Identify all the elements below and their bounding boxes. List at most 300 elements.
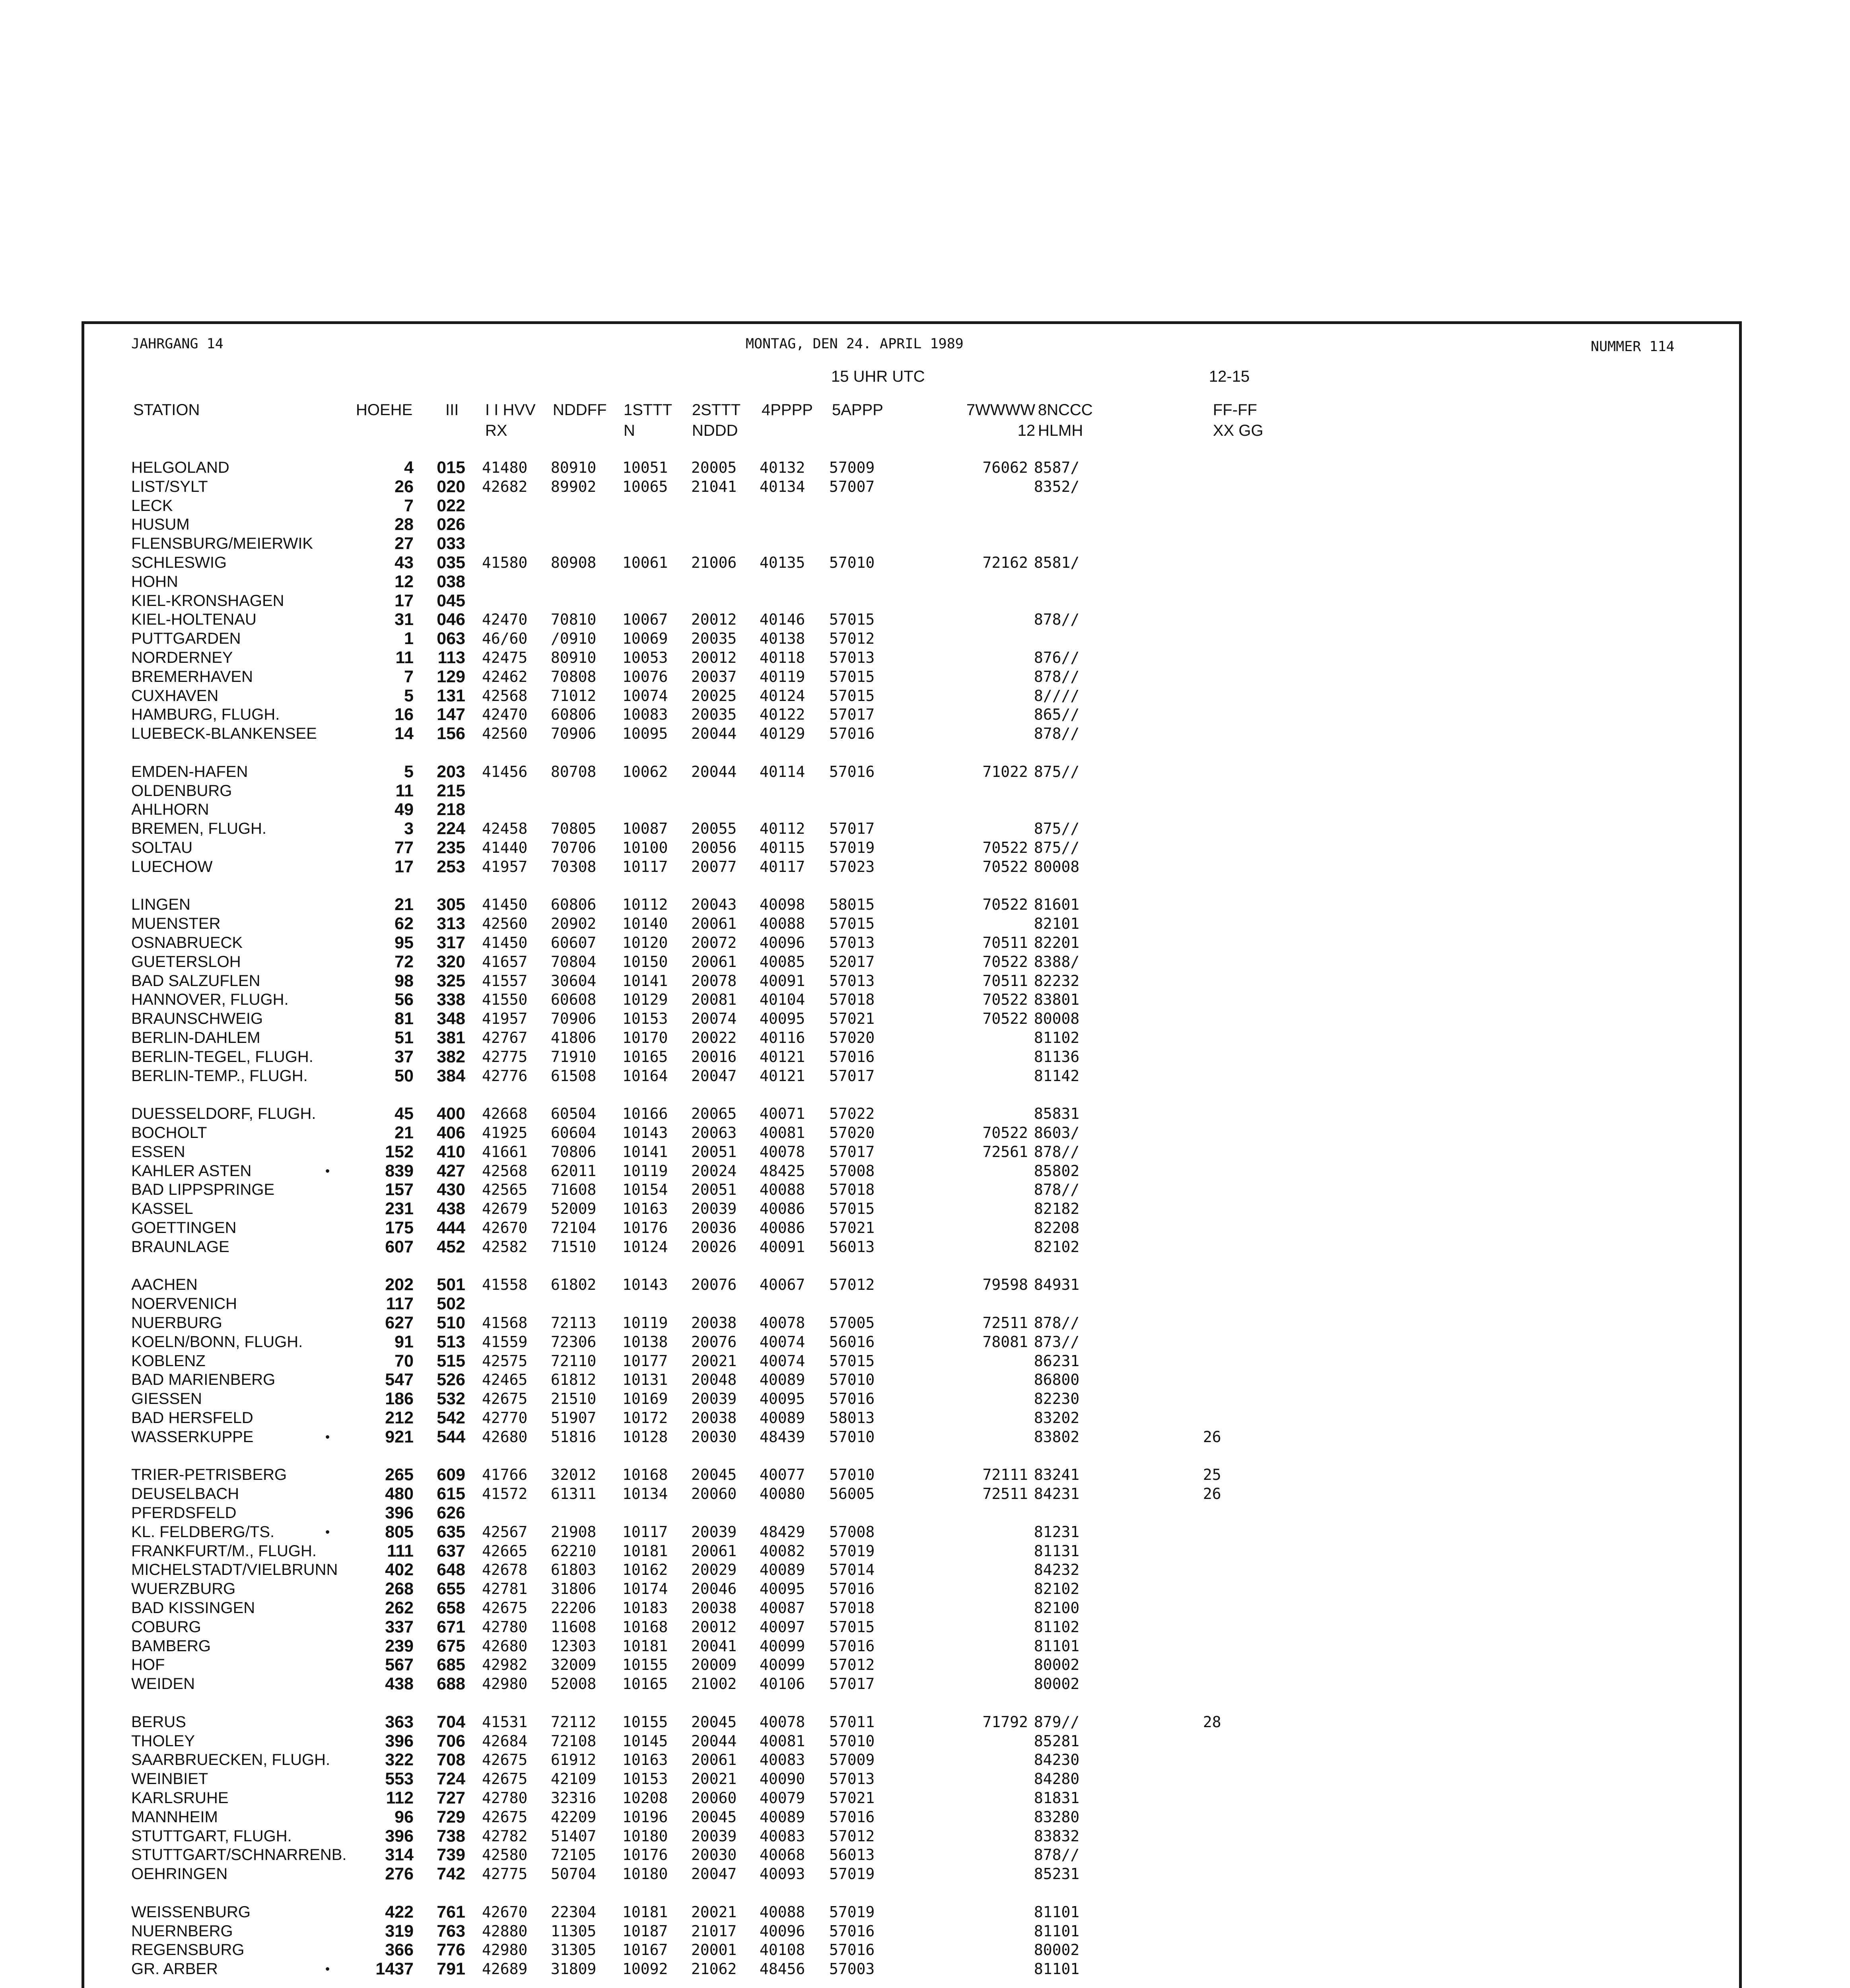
synop-group-g5: 40099 <box>760 1637 805 1655</box>
synop-group-g2: 51407 <box>551 1827 597 1845</box>
station-height: 5 <box>404 762 414 781</box>
synop-group-g3: 10065 <box>622 478 668 495</box>
synop-group-g6: 57020 <box>829 1029 875 1046</box>
station-height: 1437 <box>375 1959 414 1979</box>
station-name: LINGEN <box>131 896 190 914</box>
station-height: 62 <box>394 914 414 934</box>
synop-group-g5: 40067 <box>760 1276 805 1294</box>
synop-group-g4: 20001 <box>691 1941 737 1959</box>
synop-group-g4: 20044 <box>691 725 737 743</box>
synop-group-g8: 8581/ <box>1034 554 1080 571</box>
synop-group-g1: 42775 <box>482 1048 528 1066</box>
station-height: 51 <box>394 1028 414 1047</box>
synop-group-g4: 20061 <box>691 915 737 933</box>
synop-group-g6: 57018 <box>829 1599 875 1617</box>
synop-group-g8: 80002 <box>1034 1941 1080 1959</box>
station-index: 542 <box>437 1408 465 1427</box>
station-index: 015 <box>437 458 465 477</box>
synop-group-g7: 72111 <box>982 1466 1028 1484</box>
synop-group-g5: 40091 <box>760 972 805 990</box>
synop-group-g8: 8352/ <box>1034 478 1080 495</box>
station-height: 7 <box>404 667 414 686</box>
station-name: MICHELSTADT/VIELBRUNN <box>131 1561 338 1579</box>
synop-group-g5: 40068 <box>760 1846 805 1864</box>
synop-group-g1: 42782 <box>482 1827 528 1845</box>
synop-group-g5: 40089 <box>760 1371 805 1389</box>
synop-group-g3: 10165 <box>622 1048 668 1066</box>
station-height: 7 <box>404 496 414 515</box>
synop-group-g5: 40089 <box>760 1561 805 1579</box>
synop-group-g6: 57015 <box>829 611 875 629</box>
synop-group-g3: 10143 <box>622 1276 668 1294</box>
synop-group-g2: 72105 <box>551 1846 597 1864</box>
synop-group-g7: 70522 <box>982 1010 1028 1028</box>
synop-group-g5: 40078 <box>760 1143 805 1161</box>
synop-group-g2: 21510 <box>551 1390 597 1408</box>
synop-group-g8: 86800 <box>1034 1371 1080 1389</box>
station-index: 615 <box>437 1484 465 1504</box>
synop-group-g4: 21062 <box>691 1960 737 1978</box>
synop-group-g8: 83202 <box>1034 1409 1080 1427</box>
synop-group-g5: 40106 <box>760 1675 805 1693</box>
station-index: 156 <box>437 724 465 744</box>
synop-group-g3: 10076 <box>622 668 668 685</box>
synop-group-g2: 42209 <box>551 1808 597 1826</box>
synop-group-g4: 20009 <box>691 1656 737 1674</box>
synop-group-g1: 46/60 <box>482 630 528 648</box>
synop-group-g5: 40078 <box>760 1314 805 1332</box>
station-index: 729 <box>437 1807 465 1827</box>
station-height: 112 <box>386 1788 414 1807</box>
synop-group-g4: 20037 <box>691 668 737 685</box>
synop-group-g4: 20035 <box>691 706 737 724</box>
station-index: 671 <box>437 1617 465 1637</box>
synop-group-g4: 20039 <box>691 1390 737 1408</box>
synop-group-g8: 81142 <box>1034 1067 1080 1085</box>
synop-group-g5: 48429 <box>760 1523 805 1541</box>
station-index: 761 <box>437 1902 465 1922</box>
synop-group-g3: 10117 <box>622 858 668 876</box>
synop-group-g7: 71792 <box>982 1713 1028 1731</box>
synop-group-g6: 57010 <box>829 1466 875 1484</box>
synop-group-g6: 57016 <box>829 1941 875 1959</box>
synop-group-g5: 40089 <box>760 1808 805 1826</box>
station-name: NOERVENICH <box>131 1295 237 1313</box>
synop-group-g6: 57015 <box>829 1618 875 1636</box>
synop-group-g8: 81601 <box>1034 896 1080 914</box>
station-height: 337 <box>385 1617 414 1637</box>
mountain-station-marker: • <box>325 1524 330 1539</box>
station-name: KOBLENZ <box>131 1352 206 1370</box>
synop-group-g6: 57018 <box>829 1181 875 1199</box>
synop-group-g6: 56013 <box>829 1238 875 1256</box>
synop-group-g6: 57016 <box>829 763 875 780</box>
station-name: HANNOVER, FLUGH. <box>131 991 289 1009</box>
synop-group-g4: 20022 <box>691 1029 737 1046</box>
synop-group-g5: 40088 <box>760 1181 805 1199</box>
mountain-station-marker: • <box>325 1163 330 1178</box>
station-height: 186 <box>385 1389 414 1409</box>
synop-group-g2: 31305 <box>551 1941 597 1959</box>
synop-group-g1: 42567 <box>482 1523 528 1541</box>
synop-group-g4: 20061 <box>691 953 737 971</box>
col-8nccc-sub: HLMH <box>1038 422 1083 439</box>
synop-group-g3: 10176 <box>622 1219 668 1237</box>
station-name: KAHLER ASTEN <box>131 1162 252 1180</box>
synop-group-g4: 20012 <box>691 1618 737 1636</box>
synop-group-g1: 41450 <box>482 896 528 914</box>
station-name: BAD MARIENBERG <box>131 1371 276 1389</box>
synop-group-g5: 48456 <box>760 1960 805 1978</box>
synop-group-g4: 20016 <box>691 1048 737 1066</box>
station-index: 253 <box>437 857 465 876</box>
synop-group-g3: 10087 <box>622 820 668 838</box>
synop-group-g1: 42675 <box>482 1751 528 1769</box>
synop-group-g7: 70511 <box>982 934 1028 951</box>
synop-group-g4: 20060 <box>691 1485 737 1503</box>
synop-group-g1: 42780 <box>482 1789 528 1807</box>
synop-group-g1: 42980 <box>482 1675 528 1693</box>
synop-group-g1: 42770 <box>482 1409 528 1427</box>
volume-label: JAHRGANG 14 <box>131 336 223 352</box>
station-height: 3 <box>404 819 414 839</box>
station-height: 11 <box>395 781 414 800</box>
station-name: ESSEN <box>131 1143 185 1161</box>
station-index: 313 <box>437 914 465 934</box>
station-name: KARLSRUHE <box>131 1789 229 1807</box>
synop-group-g4: 20074 <box>691 1010 737 1028</box>
synop-group-g5: 40112 <box>760 820 805 838</box>
synop-group-g6: 57016 <box>829 1048 875 1066</box>
synop-group-g1: 42470 <box>482 611 528 629</box>
synop-group-g6: 57016 <box>829 725 875 743</box>
station-index: 020 <box>437 477 465 496</box>
synop-group-g8: 83241 <box>1034 1466 1080 1484</box>
synop-group-g2: 21908 <box>551 1523 597 1541</box>
station-name: CUXHAVEN <box>131 687 219 705</box>
station-index: 035 <box>437 553 465 572</box>
synop-group-g7: 71022 <box>982 763 1028 780</box>
station-index: 382 <box>437 1047 465 1066</box>
synop-group-g4: 20047 <box>691 1067 737 1085</box>
station-index: 218 <box>437 800 465 819</box>
synop-group-g2: 11608 <box>551 1618 597 1636</box>
station-name: OSNABRUECK <box>131 934 243 951</box>
synop-group-g8: 80008 <box>1034 858 1080 876</box>
station-height: 553 <box>385 1769 414 1789</box>
station-index: 452 <box>437 1237 465 1256</box>
synop-group-g2: 11305 <box>551 1922 597 1940</box>
station-name: TRIER-PETRISBERG <box>131 1466 287 1484</box>
synop-group-g5: 40096 <box>760 934 805 951</box>
synop-group-ex: 26 <box>1203 1485 1221 1503</box>
synop-group-g4: 20038 <box>691 1409 737 1427</box>
synop-group-g4: 20076 <box>691 1333 737 1351</box>
synop-group-g3: 10168 <box>622 1466 668 1484</box>
synop-group-g4: 20021 <box>691 1903 737 1921</box>
synop-group-g8: 8//// <box>1034 687 1080 705</box>
station-name: MUENSTER <box>131 915 221 933</box>
synop-group-g8: 876// <box>1034 649 1080 666</box>
station-index: 129 <box>437 667 465 686</box>
synop-group-g2: 51816 <box>551 1428 597 1446</box>
station-index: 626 <box>437 1503 465 1522</box>
synop-group-g6: 57020 <box>829 1124 875 1142</box>
synop-group-g4: 20056 <box>691 839 737 856</box>
station-index: 791 <box>437 1959 465 1979</box>
synop-group-g8: 84931 <box>1034 1276 1080 1294</box>
synop-group-g4: 20044 <box>691 1732 737 1750</box>
station-height: 157 <box>385 1180 414 1200</box>
synop-group-g1: 42678 <box>482 1561 528 1579</box>
station-index: 635 <box>437 1522 465 1541</box>
station-height: 11 <box>395 648 414 667</box>
synop-group-g2: 20902 <box>551 915 597 933</box>
station-name: HOF <box>131 1656 165 1674</box>
station-height: 607 <box>385 1237 414 1256</box>
synop-group-g4: 20076 <box>691 1276 737 1294</box>
synop-group-g4: 20046 <box>691 1580 737 1598</box>
station-index: 033 <box>437 534 465 553</box>
station-name: WASSERKUPPE <box>131 1428 254 1446</box>
synop-group-g3: 10155 <box>622 1656 668 1674</box>
station-index: 763 <box>437 1921 465 1941</box>
synop-group-g4: 20039 <box>691 1523 737 1541</box>
synop-group-g4: 20072 <box>691 934 737 951</box>
synop-group-g6: 57019 <box>829 1903 875 1921</box>
issue-number: NUMMER 114 <box>1591 339 1675 355</box>
synop-group-g6: 57016 <box>829 1922 875 1940</box>
station-name: KIEL-KRONSHAGEN <box>131 592 284 610</box>
synop-group-g6: 57010 <box>829 554 875 571</box>
synop-group-g6: 57003 <box>829 1960 875 1978</box>
synop-group-g4: 20065 <box>691 1105 737 1123</box>
synop-group-g2: 72113 <box>551 1314 597 1332</box>
synop-group-g3: 10140 <box>622 915 668 933</box>
synop-group-g1: 42568 <box>482 1162 528 1180</box>
station-name: HUSUM <box>131 516 190 534</box>
station-index: 742 <box>437 1864 465 1884</box>
synop-group-g5: 40085 <box>760 953 805 971</box>
synop-group-g8: 82102 <box>1034 1580 1080 1598</box>
station-name: AACHEN <box>131 1276 198 1294</box>
synop-group-g5: 40087 <box>760 1599 805 1617</box>
synop-group-g6: 57022 <box>829 1105 875 1123</box>
station-height: 422 <box>385 1902 414 1922</box>
station-height: 77 <box>394 838 414 857</box>
synop-group-g8: 878// <box>1034 1143 1080 1161</box>
mountain-station-marker: • <box>325 1962 330 1976</box>
synop-group-g4: 20005 <box>691 459 737 476</box>
station-name: OEHRINGEN <box>131 1865 228 1883</box>
synop-group-g2: 31806 <box>551 1580 597 1598</box>
station-name: STUTTGART, FLUGH. <box>131 1827 292 1845</box>
synop-group-g2: /0910 <box>551 630 597 648</box>
station-index: 510 <box>437 1313 465 1332</box>
col-station: STATION <box>133 401 200 419</box>
synop-group-g8: 81101 <box>1034 1960 1080 1978</box>
synop-group-g3: 10153 <box>622 1770 668 1788</box>
synop-group-g2: 60806 <box>551 706 597 724</box>
synop-group-g5: 40083 <box>760 1827 805 1845</box>
synop-group-g6: 57009 <box>829 1751 875 1769</box>
synop-group-g2: 70706 <box>551 839 597 856</box>
synop-group-g3: 10208 <box>622 1789 668 1807</box>
station-index: 348 <box>437 1009 465 1029</box>
synop-group-g1: 41550 <box>482 991 528 1009</box>
station-height: 91 <box>394 1332 414 1351</box>
synop-group-g4: 20078 <box>691 972 737 990</box>
synop-group-g1: 41559 <box>482 1333 528 1351</box>
col-7wwww-sub: 12 <box>1017 422 1036 439</box>
synop-group-g1: 42775 <box>482 1865 528 1883</box>
synop-group-g3: 10181 <box>622 1903 668 1921</box>
synop-group-g1: 41766 <box>482 1466 528 1484</box>
synop-group-g4: 20081 <box>691 991 737 1009</box>
synop-group-g2: 52008 <box>551 1675 597 1693</box>
synop-group-g4: 20055 <box>691 820 737 838</box>
station-height: 4 <box>404 458 414 477</box>
synop-group-g5: 40104 <box>760 991 805 1009</box>
synop-group-g8: 8603/ <box>1034 1124 1080 1142</box>
synop-group-g5: 40122 <box>760 706 805 724</box>
station-index: 430 <box>437 1180 465 1200</box>
synop-group-g3: 10180 <box>622 1827 668 1845</box>
station-name: WEIDEN <box>131 1675 195 1693</box>
synop-group-g2: 80908 <box>551 554 597 571</box>
synop-group-g2: 61812 <box>551 1371 597 1389</box>
station-index: 648 <box>437 1560 465 1580</box>
synop-group-g3: 10141 <box>622 972 668 990</box>
synop-group-g4: 21017 <box>691 1922 737 1940</box>
col-hoehe: HOEHE <box>356 401 413 419</box>
station-name: BAD SALZUFLEN <box>131 972 260 990</box>
synop-group-g6: 57015 <box>829 687 875 705</box>
station-height: 5 <box>404 686 414 705</box>
station-height: 627 <box>385 1313 414 1332</box>
synop-group-g1: 41580 <box>482 554 528 571</box>
synop-group-g8: 81831 <box>1034 1789 1080 1807</box>
synop-group-g3: 10069 <box>622 630 668 648</box>
synop-group-g1: 42470 <box>482 706 528 724</box>
synop-group-g5: 40089 <box>760 1409 805 1427</box>
synop-group-g2: 61311 <box>551 1485 597 1503</box>
synop-group-g6: 57017 <box>829 706 875 724</box>
col-7wwww-top: 7WWWW <box>966 401 1036 419</box>
station-index: 727 <box>437 1788 465 1807</box>
synop-group-g1: 41661 <box>482 1143 528 1161</box>
station-index: 532 <box>437 1389 465 1409</box>
synop-group-g1: 41957 <box>482 858 528 876</box>
synop-group-g5: 40121 <box>760 1067 805 1085</box>
station-height: 56 <box>394 990 414 1010</box>
station-height: 1 <box>404 629 414 648</box>
synop-group-g1: 42780 <box>482 1618 528 1636</box>
synop-group-g7: 70522 <box>982 896 1028 914</box>
synop-group-g1: 42684 <box>482 1732 528 1750</box>
synop-group-g3: 10164 <box>622 1067 668 1085</box>
synop-group-g7: 70522 <box>982 858 1028 876</box>
synop-group-g5: 40078 <box>760 1713 805 1731</box>
synop-group-g2: 12303 <box>551 1637 597 1655</box>
synop-group-g3: 10163 <box>622 1200 668 1218</box>
synop-group-g1: 42565 <box>482 1181 528 1199</box>
synop-group-g6: 57021 <box>829 1010 875 1028</box>
col-2sttt-top: 2STTT <box>692 401 741 419</box>
station-index: 406 <box>437 1123 465 1142</box>
synop-group-g2: 70906 <box>551 725 597 743</box>
synop-group-g8: 84230 <box>1034 1751 1080 1769</box>
synop-group-g6: 57008 <box>829 1162 875 1180</box>
synop-group-g1: 42689 <box>482 1960 528 1978</box>
synop-group-g8: 83801 <box>1034 991 1080 1009</box>
synop-group-g8: 873// <box>1034 1333 1080 1351</box>
synop-group-g3: 10187 <box>622 1922 668 1940</box>
synop-group-g6: 57009 <box>829 459 875 476</box>
synop-group-g5: 40135 <box>760 554 805 571</box>
synop-group-g5: 48439 <box>760 1428 805 1446</box>
station-index: 038 <box>437 572 465 591</box>
synop-group-g4: 20026 <box>691 1238 737 1256</box>
synop-group-g2: 61508 <box>551 1067 597 1085</box>
station-name: MANNHEIM <box>131 1808 218 1826</box>
synop-group-g8: 82232 <box>1034 972 1080 990</box>
synop-group-g6: 57012 <box>829 1827 875 1845</box>
synop-group-g1: 42670 <box>482 1903 528 1921</box>
station-name: BAD KISSINGEN <box>131 1599 255 1617</box>
synop-group-g4: 20039 <box>691 1200 737 1218</box>
station-height: 438 <box>385 1674 414 1694</box>
station-height: 212 <box>385 1408 414 1427</box>
station-height: 37 <box>394 1047 414 1066</box>
station-index: 410 <box>437 1142 465 1161</box>
station-height: 17 <box>394 591 414 610</box>
synop-group-g2: 42109 <box>551 1770 597 1788</box>
synop-group-g4: 20043 <box>691 896 737 914</box>
synop-group-g7: 70522 <box>982 839 1028 856</box>
station-index: 305 <box>437 895 465 914</box>
station-name: AHLHORN <box>131 801 209 819</box>
station-name: BAMBERG <box>131 1637 211 1655</box>
synop-group-g3: 10129 <box>622 991 668 1009</box>
synop-group-g7: 72511 <box>982 1314 1028 1332</box>
synop-group-g6: 57016 <box>829 1808 875 1826</box>
station-height: 95 <box>394 933 414 952</box>
synop-group-g3: 10120 <box>622 934 668 951</box>
synop-group-g1: 41558 <box>482 1276 528 1294</box>
synop-group-g1: 42580 <box>482 1846 528 1864</box>
station-index: 438 <box>437 1199 465 1219</box>
synop-group-g8: 82100 <box>1034 1599 1080 1617</box>
station-index: 147 <box>437 705 465 724</box>
synop-group-g4: 20021 <box>691 1352 737 1370</box>
station-name: BERLIN-TEMP., FLUGH. <box>131 1067 308 1085</box>
station-height: 175 <box>385 1218 414 1237</box>
station-height: 402 <box>385 1560 414 1580</box>
synop-group-g4: 20063 <box>691 1124 737 1142</box>
col-1sttt-top: 1STTT <box>624 401 672 419</box>
synop-group-g6: 57015 <box>829 915 875 933</box>
synop-group-g1: 41568 <box>482 1314 528 1332</box>
station-height: 98 <box>394 971 414 990</box>
station-name: GOETTINGEN <box>131 1219 237 1237</box>
synop-group-g1: 42675 <box>482 1770 528 1788</box>
synop-group-g2: 61802 <box>551 1276 597 1294</box>
synop-group-g8: 82101 <box>1034 915 1080 933</box>
synop-group-g1: 41456 <box>482 763 528 780</box>
station-height: 366 <box>385 1940 414 1960</box>
synop-group-g4: 20038 <box>691 1314 737 1332</box>
